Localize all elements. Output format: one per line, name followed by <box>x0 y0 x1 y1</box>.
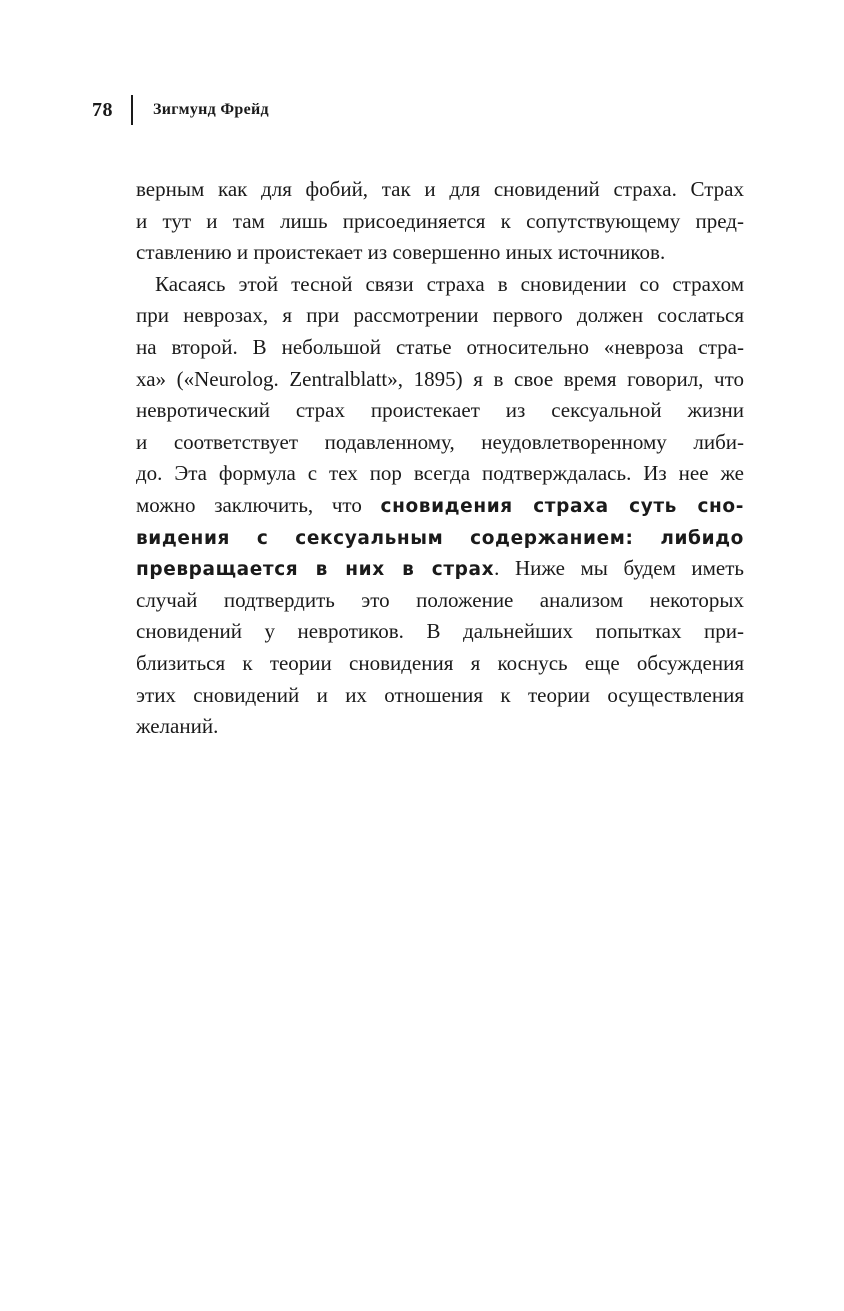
text-line: желаний. <box>136 714 219 739</box>
text-line: близиться к теории сновидения я коснусь еще обсуждения <box>136 650 744 675</box>
text-line: сновидений у невротиков. В дальнейших попытках при- <box>136 619 744 644</box>
body-text <box>136 174 744 743</box>
text-line: верным как для фобий, так и для сновидений страха. Страх <box>136 177 744 201</box>
text-line: и соответствует подавленному, неудовлетворенному либи- <box>136 429 744 454</box>
text-line: невротический страх проистекает из сексуальной жизни <box>136 398 744 423</box>
page-number: 78 <box>92 98 113 121</box>
emphasis-text: сновидения страха суть сно- <box>380 495 744 517</box>
text-line: и тут и там лишь присоединяется к сопутствующему пред- <box>136 208 744 233</box>
plain-text: можно заключить, что <box>136 492 381 517</box>
emphasis-text: видения с сексуальным содержанием: либидо <box>136 527 744 549</box>
emphasis-text: превращается в них в страх <box>136 559 495 581</box>
header-author: Зигмунд Фрейд <box>153 101 269 118</box>
text-line: ха» («Neurolog. Zentralblatt», 1895) я в свое время говорил, что <box>136 366 744 391</box>
text-line: случай подтвердить это положение анализом некоторых <box>136 587 744 612</box>
text-line: на второй. В небольшой статье относительно «невроза стра- <box>136 334 744 359</box>
text-line: до. Эта формула с тех пор всегда подтверждалась. Из нее же <box>136 461 744 486</box>
plain-text: . Ниже мы будем иметь <box>494 556 744 581</box>
text-line-emphasis <box>136 522 744 554</box>
running-head <box>92 95 269 125</box>
text-line-mixed <box>136 490 744 522</box>
text-line: этих сновидений и их отношения к теории осуществления <box>136 682 744 707</box>
header-divider <box>131 95 133 125</box>
text-line-mixed <box>136 553 744 585</box>
text-line: ставлению и проистекает из совершенно иных источников. <box>136 240 666 265</box>
text-line: при неврозах, я при рассмотрении первого должен сослаться <box>136 303 744 328</box>
text-line: Касаясь этой тесной связи страха в сновидении со страхом <box>155 271 744 296</box>
